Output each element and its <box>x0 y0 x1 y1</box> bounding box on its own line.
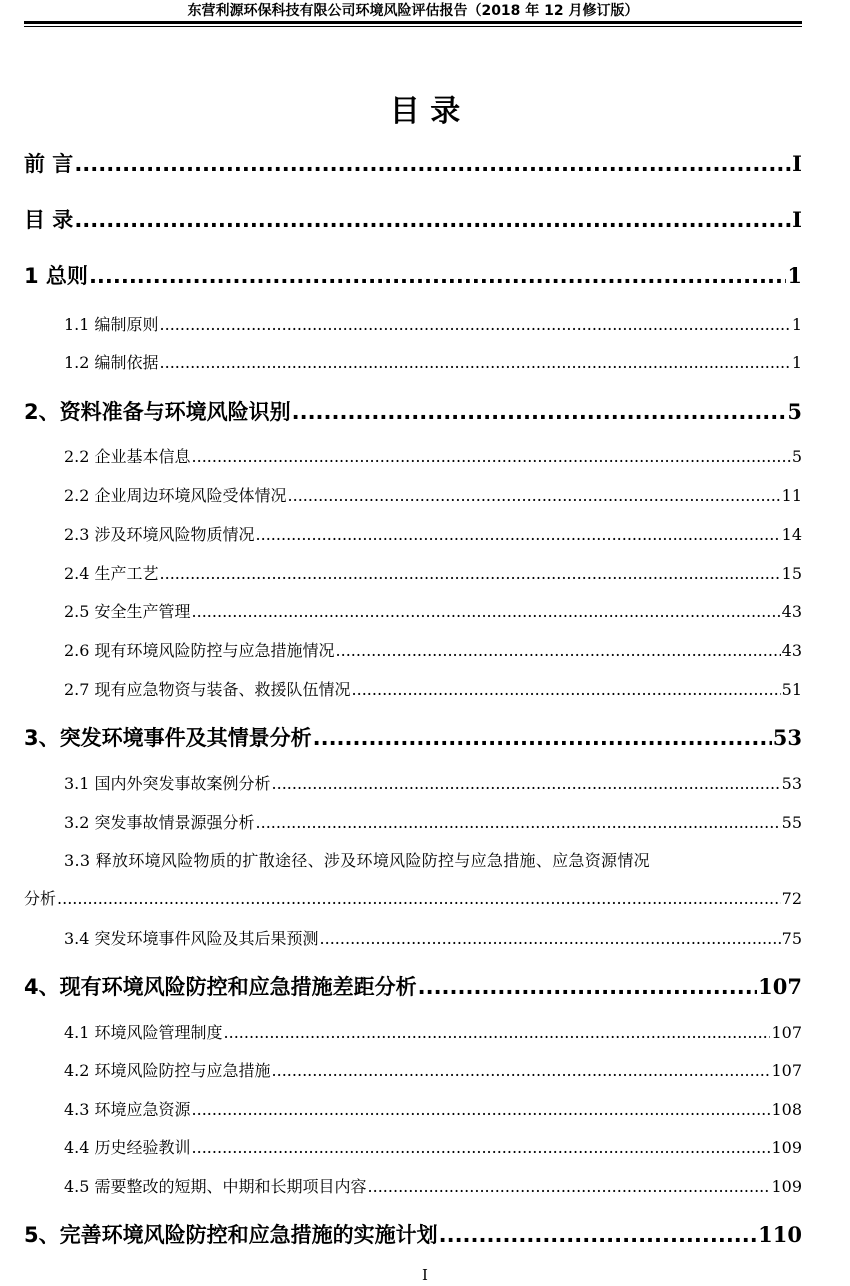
toc-entry-label: 2.7 现有应急物资与装备、救援队伍情况 <box>64 680 351 699</box>
toc-entry-page: 72 <box>781 889 802 908</box>
toc-entry-page: 107 <box>771 1061 802 1080</box>
toc-entry-section[interactable] <box>24 1058 802 1081</box>
toc-dot-leader <box>192 447 791 466</box>
toc-entry-page: 1 <box>791 353 802 372</box>
toc-entry-section[interactable] <box>24 1020 802 1043</box>
toc-entry-page: 109 <box>771 1138 802 1157</box>
toc-entry-section[interactable] <box>24 771 802 794</box>
toc-entry-page: 11 <box>781 486 802 505</box>
toc-entry-label: 前 言 <box>24 152 74 176</box>
toc-entry-label: 分析 <box>24 889 57 908</box>
toc-entry-label: 目 录 <box>24 208 74 232</box>
toc-entry-chapter[interactable] <box>24 396 802 426</box>
toc-entry-label: 2.3 涉及环境风险物质情况 <box>64 525 255 544</box>
toc-dot-leader <box>74 152 791 176</box>
toc-entry-label: 4、现有环境风险防控和应急措施差距分析 <box>24 975 417 999</box>
header-rule-thick <box>24 21 802 24</box>
toc-entry-section[interactable] <box>24 677 802 700</box>
toc-dot-leader <box>160 315 791 334</box>
toc-entry-page: 5 <box>787 399 802 424</box>
toc-dot-leader <box>192 1100 771 1119</box>
toc-entry-label: 4.5 需要整改的短期、中期和长期项目内容 <box>64 1177 367 1196</box>
page-number: I <box>422 1266 428 1284</box>
toc-dot-leader <box>418 975 758 999</box>
toc-entry-section[interactable] <box>24 522 802 545</box>
toc-entry-chapter[interactable] <box>24 1219 802 1249</box>
toc-dot-leader <box>320 929 781 948</box>
toc-entry-label: 2.4 生产工艺 <box>64 564 159 583</box>
toc-entry-section[interactable] <box>24 483 802 506</box>
toc-entry-chapter[interactable] <box>24 971 802 1001</box>
toc-entry-page: 108 <box>771 1100 802 1119</box>
toc-dot-leader <box>368 1177 771 1196</box>
toc-title: 目 录 <box>389 94 461 129</box>
toc-entry-chapter[interactable] <box>24 722 802 752</box>
toc-entry-page: 53 <box>781 774 802 793</box>
toc-entry-chapter[interactable] <box>24 260 802 290</box>
toc-entry-label: 4.2 环境风险防控与应急措施 <box>64 1061 271 1080</box>
toc-entry-section[interactable] <box>24 810 802 833</box>
toc-entry-label: 1.2 编制依据 <box>64 353 159 372</box>
toc-entry-page: I <box>792 151 802 176</box>
toc-entry-section[interactable] <box>24 561 802 584</box>
toc-dot-leader <box>192 1138 771 1157</box>
toc-dot-leader <box>313 726 772 750</box>
toc-entry-page: 5 <box>791 447 802 466</box>
toc-dot-leader <box>224 1023 771 1042</box>
toc-dot-leader <box>272 1061 771 1080</box>
toc-entry-page: 43 <box>781 602 802 621</box>
toc-entry-page: 75 <box>781 929 802 948</box>
toc-entry-label: 1 总则 <box>24 264 88 288</box>
toc-dot-leader <box>256 525 781 544</box>
toc-entry-label: 2.5 安全生产管理 <box>64 602 191 621</box>
toc-entry-section[interactable] <box>24 599 802 622</box>
toc-entry-label: 4.3 环境应急资源 <box>64 1100 191 1119</box>
toc-entry-label: 1.1 编制原则 <box>64 315 159 334</box>
toc-entry-label: 4.1 环境风险管理制度 <box>64 1023 223 1042</box>
toc-entry-chapter[interactable] <box>24 148 802 178</box>
toc-dot-leader <box>292 400 787 424</box>
toc-entry-page: 51 <box>781 680 802 699</box>
toc-dot-leader <box>192 602 781 621</box>
toc-dot-leader <box>288 486 781 505</box>
toc-entry-section[interactable] <box>24 926 802 949</box>
header-rule-thin <box>24 26 802 27</box>
toc-entry-page: 1 <box>791 315 802 334</box>
toc-entry-label-line1: 3.3 释放环境风险物质的扩散途径、涉及环境风险防控与应急措施、应急资源情况 <box>64 851 650 870</box>
toc-entry-page: 1 <box>787 263 802 288</box>
toc-entry-page: 107 <box>758 974 802 999</box>
toc-dot-leader <box>74 208 791 232</box>
toc-entry-section[interactable] <box>24 1174 802 1197</box>
toc-entry-section[interactable] <box>24 444 802 467</box>
toc-entry-section[interactable] <box>24 1097 802 1120</box>
toc-entry-page: 15 <box>781 564 802 583</box>
toc-entry-label: 5、完善环境风险防控和应急措施的实施计划 <box>24 1223 438 1247</box>
toc-entry-chapter[interactable] <box>24 204 802 234</box>
toc-dot-leader <box>160 353 791 372</box>
toc-entry-page: 107 <box>771 1023 802 1042</box>
toc-entry-label: 3.2 突发事故情景源强分析 <box>64 813 255 832</box>
toc-entry-label: 2、资料准备与环境风险识别 <box>24 400 291 424</box>
toc-dot-leader <box>439 1223 758 1247</box>
running-header: 东营利源环保科技有限公司环境风险评估报告（2018 年 12 月修订版） <box>187 3 639 19</box>
toc-entry-label: 3.1 国内外突发事故案例分析 <box>64 774 271 793</box>
toc-entry-page: 55 <box>781 813 802 832</box>
toc-dot-leader <box>89 264 786 288</box>
toc-entry-page: 14 <box>781 525 802 544</box>
toc-entry-label: 2.2 企业基本信息 <box>64 447 191 466</box>
toc-entry-label: 2.2 企业周边环境风险受体情况 <box>64 486 287 505</box>
toc-dot-leader <box>272 774 781 793</box>
toc-entry-section[interactable] <box>24 350 802 373</box>
toc-dot-leader <box>57 889 781 908</box>
toc-entry-section[interactable] <box>24 312 802 335</box>
toc-dot-leader <box>160 564 781 583</box>
toc-entry-label: 3.4 突发环境事件风险及其后果预测 <box>64 929 319 948</box>
toc-dot-leader <box>336 641 781 660</box>
toc-entry-page: 43 <box>781 641 802 660</box>
toc-entry-label-line2 <box>24 886 802 909</box>
toc-entry-label: 4.4 历史经验教训 <box>64 1138 191 1157</box>
toc-entry-label: 3、突发环境事件及其情景分析 <box>24 726 312 750</box>
toc-entry-label: 2.6 现有环境风险防控与应急措施情况 <box>64 641 335 660</box>
toc-entry-page: 109 <box>771 1177 802 1196</box>
toc-entry-page: I <box>792 207 802 232</box>
toc-entry-section[interactable] <box>24 638 802 661</box>
toc-dot-leader <box>352 680 781 699</box>
toc-entry-page: 110 <box>758 1222 802 1247</box>
toc-entry-page: 53 <box>772 725 802 750</box>
toc-entry-section[interactable] <box>24 1135 802 1158</box>
toc-dot-leader <box>256 813 781 832</box>
